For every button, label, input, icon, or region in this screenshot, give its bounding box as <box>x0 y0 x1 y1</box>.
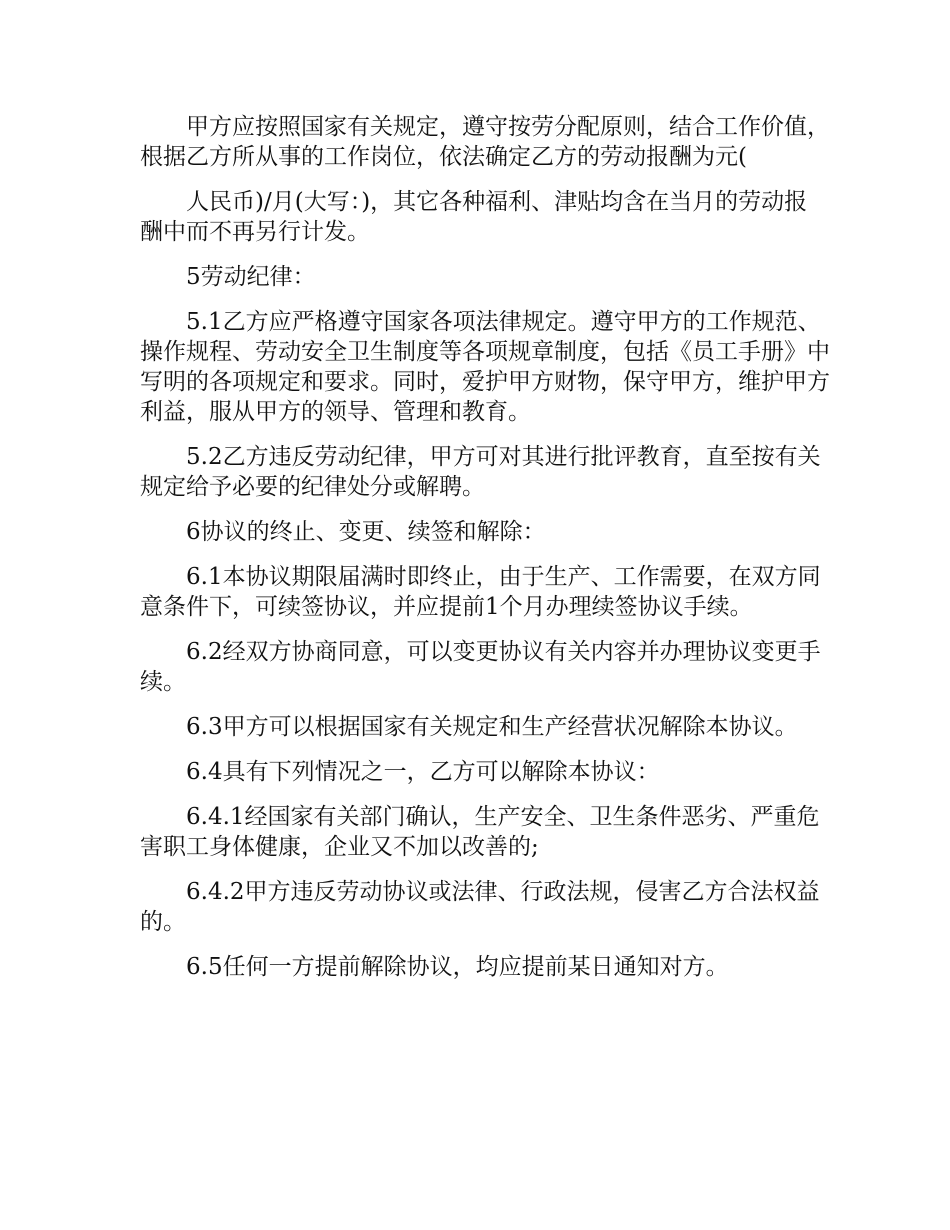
paragraph-6-3: 6.3甲方可以根据国家有关规定和生产经营状况解除本协议。 <box>186 714 798 740</box>
paragraph-5-2: 5.2乙方违反劳动纪律，甲方可对其进行批评教育，直至按有关规定给予必要的纪律处分或解聘。 <box>140 444 821 500</box>
paragraph-salary-clause: 甲方应按照国家有关规定，遵守按劳分配原则，结合工作价值，根据乙方所从事的工作岗位，依法确定乙方的劳动报酬为元( <box>140 114 830 170</box>
heading-labor-discipline: 5劳动纪律： <box>186 264 316 290</box>
paragraph-6-4-1: 6.4.1经国家有关部门确认，生产安全、卫生条件恶劣、严重危害职工身体健康，企业又不加以改善的; <box>140 804 820 860</box>
heading-termination: 6协议的终止、变更、续签和解除： <box>186 519 546 545</box>
paragraph-6-4-2: 6.4.2甲方违反劳动协议或法律、行政法规，侵害乙方合法权益的。 <box>140 879 820 935</box>
paragraph-5-1: 5.1乙方应严格遵守国家各项法律规定。遵守甲方的工作规范、操作规程、劳动安全卫生制度等各项规章制度，包括《员工手册》中写明的各项规定和要求。同时，爱护甲方财物，保守甲方，维护甲方利益，服从甲方的领导、管理和教育。 <box>140 309 830 425</box>
paragraph-6-2: 6.2经双方协商同意，可以变更协议有关内容并办理协议变更手续。 <box>140 639 821 695</box>
paragraph-6-4: 6.4具有下列情况之一，乙方可以解除本协议： <box>186 759 660 785</box>
paragraph-salary-continuation: 人民币)/月(大写：)，其它各种福利、津贴均含在当月的劳动报酬中而不再另行计发。 <box>140 189 808 245</box>
paragraph-6-5: 6.5任何一方提前解除协议，均应提前某日通知对方。 <box>186 954 729 980</box>
paragraph-6-1: 6.1本协议期限届满时即终止，由于生产、工作需要，在双方同意条件下，可续签协议，并应提前1个月办理续签协议手续。 <box>140 564 821 620</box>
document-body <box>140 112 830 997</box>
